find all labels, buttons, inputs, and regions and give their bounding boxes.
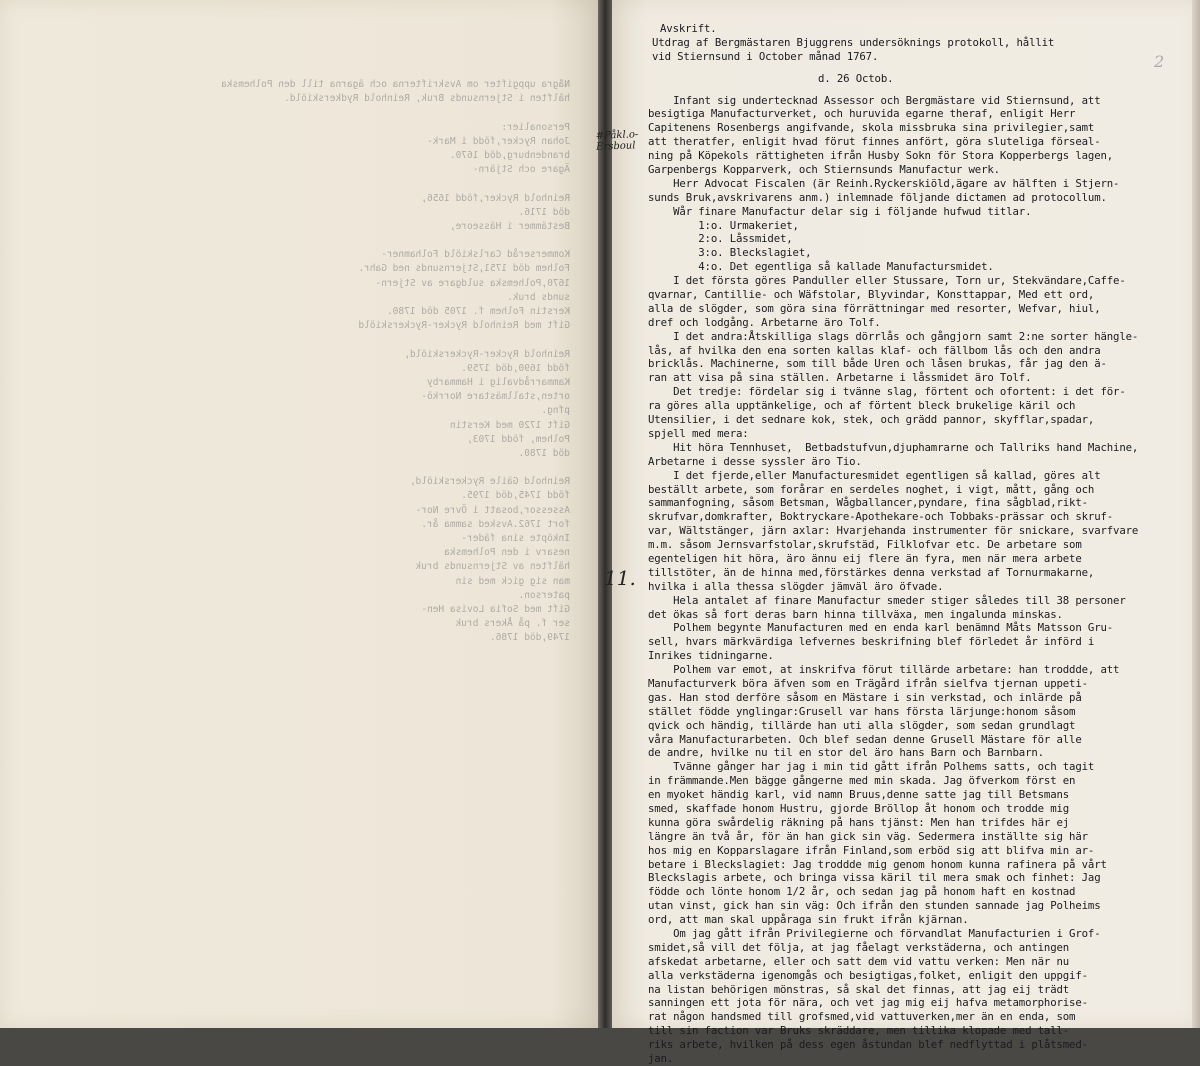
text-line: Det tredje: fördelar sig i tvänne slag, förtent och ofortent: i det för- [648,385,1126,399]
text-line: m.m. såsom Jernsvarfstolar,skrufstäd, Filklofvar etc. De arbetare som [648,538,1082,552]
bleed-line: Reinhold Rycker-Ryckerskiöld, [404,348,570,360]
text-line: hos mig en Kopparslagare ifrån Finland,som erböd sig att blifva min ar- [648,843,1095,857]
text-line: längre än två år, för än han gick sin väg. Sedermera inställte sig här [648,829,1088,843]
text-line: na listan behörigen mönstras, så skal det finnas, att jag eij trädt [648,982,1070,996]
bleed-line: Reinhold Rycker,född 1656, [421,192,570,204]
bleed-line [30,234,570,248]
bleed-line [30,461,570,475]
bleed-line: Gift med Sofia Lovisa Hen- [421,603,570,615]
text-line: dref och lodgång. Arbetarne äro Tolf. [648,315,881,329]
text-line: smed, skaffade honom Hustru, gjorde Bröllop åt honom och trodde mig [648,801,1070,815]
text-line: smidet,så vill det följa, at jag fåelagt verkstäderna, och antingen [648,940,1070,954]
text-line: spjell med mera: [648,426,749,440]
text-line: Capitenens Rosenbergs angifvande, skola missbruka sina privilegier,samt [648,121,1095,135]
text-line: sanningen ett jota för nära, och vet jag mig eij hafva metamorphorise- [648,996,1088,1010]
text-line: qvarnar, Cantillie- och Wäfstolar, Blyvindar, Konsttappar, Med ett ord, [648,288,1095,302]
document-body [648,22,1193,1066]
text-line: jan. [648,1052,674,1066]
text-line: egenteligen hit höra, äro ännu eij flere än fyra, men när mera arbete [648,551,1082,565]
bleed-line: född 1690,död 1759. [461,362,570,374]
text-line: ra göres alla upptänkelige, och af förtent bleck brukelige käril och [648,399,1076,413]
bleed-line: Reinhold Gäile Ryckerskiöld, [409,476,570,488]
text-line: till sin faction var Bruks skräddare, men tillika klopade med tall- [648,1024,1070,1038]
bleed-line: Gift med Reinhold Rycker-Ryckerskiöld [358,320,570,332]
bleed-line: ser f. på Åkers bruk [455,618,570,630]
handwritten-margin-numeral: 11. [604,566,636,590]
bleed-line: hälften av Stjernsunds bruk [415,561,570,573]
bleed-line: sunds bruk. [507,291,570,303]
document-header-line-1: Utdrag af Bergmästaren Bjuggrens undersöknings protokoll, hållit [652,35,1055,49]
right-page [612,0,1200,1066]
text-line: kunna göra swårdelig räkning på hans tjänst: Men han trifdes här ej [648,815,1070,829]
bleed-line: Inköpte sina fäder- [461,533,570,544]
document-header-line-2: vid Stiernsund i October månad 1767. [652,49,879,63]
text-line: beställt arbete, som forårar en serdeles noghet, i vigt, mått, gång och [648,482,1095,496]
bleed-line: orten,stallmästare Norrkö- [421,391,570,403]
text-line: hvilka i alla thessa slögder jämväl äro öfvade. [648,579,944,593]
text-line: det ökas så fort deras barn hinna tillväxa, men ingalunda minskas. [648,607,1063,621]
body-text [648,94,1193,1066]
text-line: Polhem var emot, at inskrifva förut tillärde arbetare: han troddde, att [648,663,1120,677]
text-line: in främmande.Men bägge gångerne med min skada. Jag öfverkom först en [648,774,1076,788]
document-date: d. 26 Octob. [818,71,894,85]
bleed-line: Ägare och Stjärn- [472,164,570,176]
text-line: 4:o. Det egentliga så kallade Manufactursmidet. [648,260,994,274]
text-line: var, Wältstänger, järn axlar: Hvarjehanda instrumenter för snickare, svarfvare [648,524,1139,538]
text-line: I det fjerde,eller Manufacturesmidet egentligen så kallad, göres alt [648,468,1101,482]
text-line: Hit höra Tennhuset, Betbadstufvun,djuphamrarne och Tallriks hand Machine, [648,440,1139,454]
text-line: Bleckslagis arbete, och bringa vissa käril til mera smak och finhet: Jag [648,871,1101,885]
text-line: våra Manufacturarbeten. Och blef sedan denne Grusell Mästare för alle [648,732,1082,746]
bleed-line: Några uppgifter om Avskrifterna och ägarna till den Polhemska [221,79,570,90]
text-line: bricklås. Machinerne, som till både Uren och låsen brukas, får jag den ä- [648,357,1107,371]
left-page [0,0,598,1028]
bleed-line [30,106,570,120]
bleed-line: död 1716. [518,206,570,218]
bleed-line: brandenburg,död 1670. [449,149,570,161]
bleed-line: Folhem död 1751,Stjernsunds ned Gahr. [358,263,570,275]
bleed-line: Johan Rycker,född i Mark- [427,135,570,147]
bleed-line: död 1780. [518,447,570,459]
bleed-line: pfng. [541,405,570,417]
bleed-line: Kammarrådvalig i Hammarby [427,376,570,388]
text-line: ning på Köpekols rättigheten ifrån Husby Sokn för Stora Kopperbergs lagen, [648,149,1114,163]
page-edge [1192,0,1200,1028]
text-line: skrufvar,domkrafter, Boktryckare-Apothekare-och Tobbaks-prässar och skruf- [648,510,1114,524]
text-line: sunds Bruk,avskrivarens anm.) inlemnade följande dictamen ad protocollum. [648,190,1107,204]
text-line: ran att visa på sina ställen. Arbetarne i låssmidet äro Tolf. [648,371,1032,385]
text-line: gas. Han stod derföre såsom en Mästare i sin verkstad, och inlärde på [648,690,1082,704]
text-line: 3:o. Bleckslagiet, [648,246,812,260]
bleed-line: Bestämmer i Hässeore, [449,220,570,232]
text-line: Herr Advocat Fiscalen (är Reinh.Ryckerskiöld,ägare av hälften i Stjern- [648,176,1120,190]
text-line: Manufacturverk böra äfven som en Trägård ifrån sielfva tjernan uppeti- [648,676,1088,690]
bleed-line: 1670,Polhemska suldgare av Stjern- [375,277,570,289]
bleed-line: 1749,död 1786. [489,632,570,644]
page-number: 2 [1154,52,1165,71]
bleed-line: född 1745,död 1795. [461,490,570,502]
text-line: Hela antalet af finare Manufactur smeder stiger således till 38 personer [648,593,1126,607]
text-line: ord, att man skal uppåraga sin frukt ifrån kjärnan. [648,913,969,927]
bleed-line: Polhem, född 1703, [467,433,570,445]
text-line: Om jag gått ifrån Privilegierne och förvandlat Manufacturien i Grof- [648,927,1101,940]
text-line: riks arbete, hvilken på dess egen åstundan blef nedflyttad i plåtsmed- [648,1038,1088,1052]
text-line: Tvänne gånger har jag i min tid gått ifrån Polhems satts, och tagit [648,760,1095,774]
text-line: Garpenbergs Kopparverk, och Stiernsunds Manufactur werk. [648,163,1000,177]
text-line: lås, af hvilka den ena sorten kallas klaf- och fällbom lås och den andra [648,343,1101,357]
document-title: Avskrift. [660,22,717,35]
text-line: rat någon handsmed till grofsmed,vid vattuverken,mer än en enda, som [648,1010,1076,1024]
bleed-line: nesarv i den Polhemska [444,547,570,559]
bleed-line: fort 1762.Avsked samma år. [421,518,570,530]
bleed-line [30,333,570,347]
bleed-through-text [30,78,570,646]
text-line: qvick och händig, tillärde han uti alla slögder, som sedan grundlagt [648,718,1076,732]
text-line: Wår finare Manufactur delar sig i följande hufwud titlar. [648,204,1032,218]
text-line: sammanfogning, såsom Betsman, Wågballancer,pyndare, fina sågblad,rikt- [648,496,1088,510]
book-gutter [598,0,612,1028]
text-line: att theratfer, enligit hvad förut finnes anfört, göra sluteliga förseal- [648,135,1101,149]
text-line: alla de slögder, som göra sina förrättningar med resorter, Wefvar, hiul, [648,301,1101,315]
handwritten-margin-note [596,129,639,152]
bleed-line: man sig gick med sin [455,575,570,587]
text-line: 1:o. Urmakeriet, [648,218,799,232]
text-line: I det andra:Åtskilliga slags dörrlås och gångjorn samt 2:ne sorter hängle- [648,329,1139,343]
text-line: Inrikes tidningarne. [648,649,774,663]
bleed-line: paterson. [518,589,570,601]
text-line: tillstöter, än de hinna med,förstärkes denna verkstad af Tornurmakarne, [648,565,1095,579]
text-line: besigtiga Manufacturverket, och huruvida egarne theraf, enligit Herr [648,107,1076,121]
bleed-line: hälften i Stjernsunds Bruk, Reinhold Rydkerskiöld. [284,93,570,105]
bleed-line: Assessor,bosatt i Övre Nor- [415,504,570,516]
text-line: betare i Bleckslagiet: Jag troddde mig genom honom kunna rafinera på vårt [648,857,1107,871]
text-line: Utensilier, i det sednare kok, stek, och grädd pannor, skyfflar,spadar, [648,413,1095,427]
text-line: en myoket händig karl, vid namn Bruus,denne satte jag till Betsmans [648,788,1070,802]
text-line: afskedat arbetarne, eller och satt dem vid vattu verken: Men när nu [648,954,1070,968]
bleed-line: Gift 1720 med Kerstin [449,419,570,431]
text-line: födde och lönte honom 1/2 år, och sedan jag på honom haft en kostnad [648,885,1076,899]
text-line: Infant sig undertecknad Assessor och Bergmästare vid Stiernsund, att [648,93,1101,107]
bleed-line: Personalier: [501,121,570,133]
text-line: sell, hvars märkvärdiga lefvernes beskrifning blef förledet år införd i [648,635,1095,649]
text-line: de andre, hvilke nu til en stor del äro hans Barn och Barnbarn. [648,746,1044,760]
bleed-line [30,177,570,191]
text-line: Polhem begynte Manufacturen med en enda karl benämnd Måts Matsson Gru- [648,621,1114,635]
text-line: 2:o. Låssmidet, [648,232,793,246]
text-line: Arbetarne i desse syssler äro Tio. [648,454,862,468]
text-line: alla verkstäderna igenomgås och besigtigas,folket, enligit den uppgif- [648,968,1088,982]
margin-note-line-2: Ersboul [596,140,636,153]
text-line: stället födde ynglingar:Grusell var hans första lärjunge:honom såsom [648,704,1076,718]
text-line: utan vinst, gick han sin väg: Och ifrån den stunden sannade jag Polheims [648,899,1101,913]
bleed-line: Kerstin Folhem f. 1705 död 1780. [386,306,570,317]
bleed-line: Kommerseråd Carlskiöld Folhamner- [381,249,570,261]
margin-note-line-1: #Påkl.o- [595,129,639,142]
text-line: I det första göres Panduller eller Stussare, Torn ur, Stekvändare,Caffe- [648,274,1126,288]
